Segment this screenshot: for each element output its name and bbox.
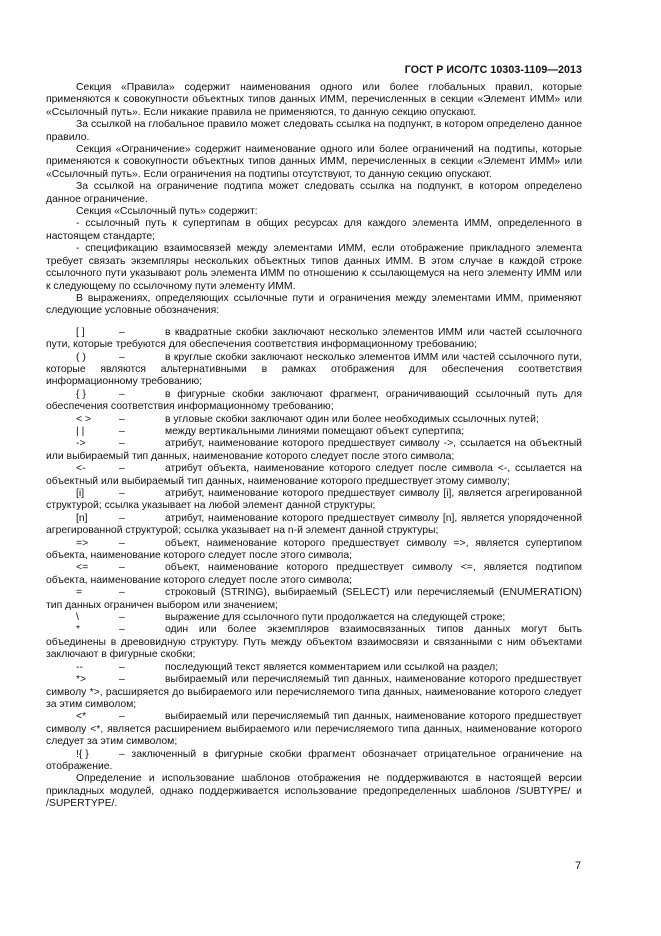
symbol-item [46,662,582,674]
symbol-dash: – [119,425,125,437]
symbol-item [46,463,582,488]
symbol-text: атрибут, наименование которого предшествует символу ->, ссылается на объектный или выбираемый тип данных, наименование которого следует после этого символа; [46,438,582,462]
symbol-text: объект, наименование которого предшествует символу <=, является подтипом объекта, наименование которого следует после этого символа; [46,562,582,586]
symbol-dash: – [119,661,125,673]
symbol-code: < > [76,413,92,425]
symbol-dash: – [119,674,125,686]
symbol-dash: – [119,388,125,400]
symbol-item [46,513,582,538]
spacer [46,318,582,327]
symbol-text: в угловые скобки заключают один или более необходимых ссылочных путей; [165,413,539,425]
paragraph: За ссылкой на ограничение подтипа может следовать ссылка на подпункт, в котором определено данное ограничение. [46,181,582,205]
symbol-item [46,488,582,513]
paragraph: Секция «Ссылочный путь» содержит: [76,206,258,218]
symbol-dash: – [119,351,125,363]
symbol-code: \ [76,612,79,624]
symbol-item [46,389,582,414]
symbol-text: объект, наименование которого предшествует символу =>, является супертипом объекта, наименование которого следует после этого символа; [46,537,582,562]
symbol-text: между вертикальными линиями помещают объект супертипа; [165,425,465,437]
symbol-code: [i] [76,488,85,499]
symbol-item [46,352,582,389]
symbol-text: в круглые скобки заключают несколько элементов ИММ или частей ссылочного пути, которые являются альтернативными в рамках отображения для обеспечения соответствия информационному требованию; [46,351,582,388]
symbol-list [46,327,582,774]
page-number: 7 [575,860,582,872]
symbol-code: [ ] [76,326,85,338]
symbol-item [46,414,582,426]
symbol-text: атрибут, наименование которого предшествует символу [i], является агрегированной структурой; ссылка указывает на любой элемент данной структуры; [46,488,582,512]
symbol-dash: – [119,413,125,425]
symbol-dash: – [119,711,125,723]
symbol-text: последующий текст является комментарием или ссылкой на раздел; [165,661,499,673]
symbol-code: -- [76,661,83,673]
paragraph: Секция «Правила» содержит наименования одного или более глобальных правил, которые применяются к совокупности объектных типов данных ИММ, перечисленных в секции «Элемент ИММ» или «Ссылочный путь». Если никакие правила не применяются, то данную секцию опускают. [46,82,582,118]
symbol-text: атрибут объекта, наименование которого следует после символа <-, ссылается на объектный или выбираемый тип данных, наименование которого предшествует этому символу; [46,463,582,487]
symbol-dash: – [119,562,125,574]
symbol-text: в фигурные скобки заключают фрагмент, ограничивающий ссылочный путь для обеспечения соответствия информационному требованию; [46,388,582,413]
symbol-code: <* [76,711,87,723]
list-item: - ссылочный путь к супертипам в общих ресурсах для каждого элемента ИММ, определенного в настоящем стандарте; [46,218,582,242]
symbol-code: [n] [76,512,88,524]
symbol-code: * [76,624,81,636]
symbol-item [46,562,582,587]
symbol-code: ( ) [76,351,86,363]
symbol-item [46,612,582,624]
list-item: - спецификацию взаимосвязей между элементами ИММ, если отображение прикладного элемента требует связать экземпляры нескольких объектных типов данных ИММ. В этом случае в каждой строке ссылочного пути указывают роль элемента ИММ по отношению к ссылающемуся на него элементу ИММ или к следующему по ссылочному пути элементу ИММ. [46,243,582,292]
symbol-text: – заключенный в фигурные скобки фрагмент обозначает отрицательное ограничение на отображение. [46,748,582,772]
symbol-code: { } [76,388,86,400]
symbol-text: в квадратные скобки заключают несколько элементов ИММ или частей ссылочного пути, которые требуются для обеспечения соответствия информационному требованию; [46,326,582,351]
symbol-text: выражение для ссылочного пути продолжается на следующей строке; [165,612,506,624]
symbol-item [46,711,582,748]
symbol-dash: – [119,537,125,549]
page-content [46,82,582,811]
symbol-code: -> [76,438,86,450]
symbol-text: строковый (STRING), выбираемый (SELECT) или перечисляемый (ENUMERATION) тип данных ограничен выбором или значением; [46,587,582,611]
symbol-text: один или более экземпляров взаимосвязанных типов данных могут быть объединены в древовидную структуру. Путь между объектом взаимосвязи и связанными с ним объектами заключают в фигурные скобки; [46,624,582,661]
symbol-dash: – [119,438,125,450]
symbol-dash: – [119,612,125,624]
symbol-text: атрибут, наименование которого предшествует символу [n], является упорядоченной агрегированной структурой; ссылка указывает на n-й элемент данной структуры; [46,512,582,537]
symbol-dash: – [119,488,125,499]
symbol-item [46,538,582,563]
symbol-item [46,587,582,612]
symbol-item [46,438,582,463]
symbol-code: = [76,587,83,599]
page-header: ГОСТ Р ИСО/ТС 10303-1109—2013 [404,64,582,76]
symbol-dash: – [119,463,125,475]
symbol-code: => [76,537,89,549]
paragraph: В выражениях, определяющих ссылочные пути и ограничения между элементами ИММ, применяют следующие условные обозначения: [46,292,582,317]
paragraph: За ссылкой на глобальное правило может следовать ссылка на подпункт, в котором определено данное правило. [46,119,582,143]
symbol-code: <= [76,562,89,574]
symbol-item [46,327,582,352]
symbol-text: выбираемый или перечисляемый тип данных, наименование которого предшествует символу <*, является расширением выбираемого или перечисляемого типа данных, наименование которого следует за этим символом; [46,711,582,748]
symbol-item [46,624,582,661]
symbol-dash: – [119,587,125,599]
paragraph: Секция «Ограничение» содержит наименование одного или более ограничений на подтипы, которые применяются к совокупности объектных типов данных ИММ, перечисленных в секции «Элемент ИММ» или «Ссылочный путь». Если ограничения на подтипы отсутствуют, то данную секцию опускают. [46,144,582,180]
symbol-dash: – [119,624,125,636]
symbol-item [46,426,582,438]
symbol-item [46,749,582,774]
symbol-code: <- [76,463,86,475]
symbol-dash: – [119,326,125,338]
symbol-item [46,674,582,711]
symbol-code: !{ } [76,748,89,760]
symbol-dash: – [119,512,125,524]
paragraph: Определение и использование шаблонов отображения не поддерживаются в настоящей версии прикладных модулей, однако поддерживается использование предопределенных шаблонов /SUBTYPE/ и /SUPERTYPE/. [46,773,582,810]
symbol-code: *> [76,674,87,686]
symbol-code: | | [76,425,85,437]
symbol-text: выбираемый или перечисляемый тип данных, наименование которого предшествует символу *>, расширяется до выбираемого или перечисляемого типа данных, наименование которого следует за этим символом; [46,674,582,710]
